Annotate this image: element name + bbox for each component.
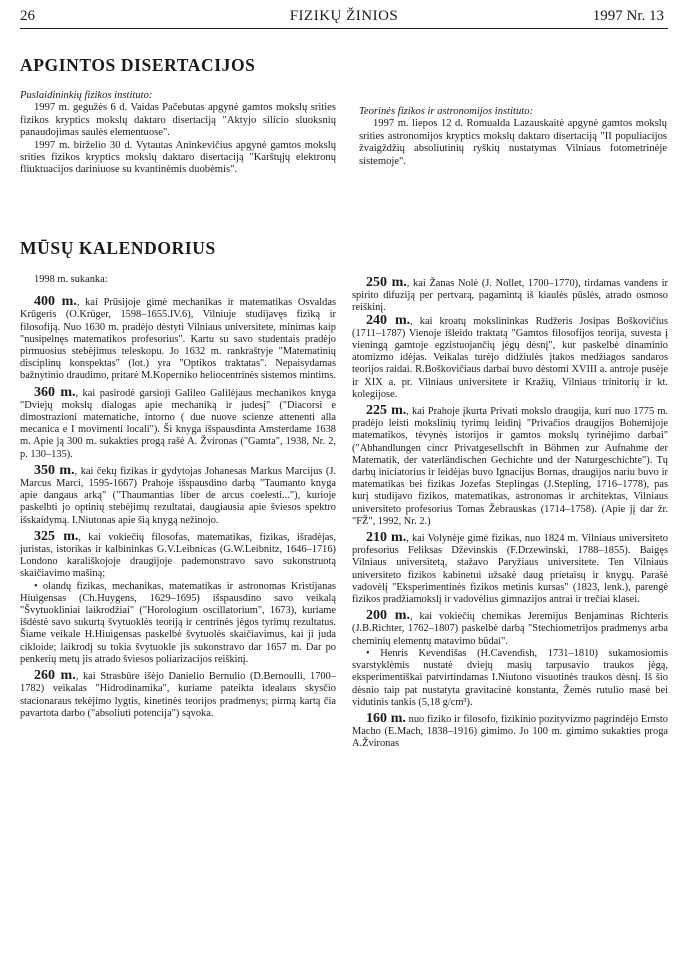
dissertation-entry: 1997 m. gegužės 6 d. Vaidas Pačebutas apgynė gamtos mokslų srities fizikos kryptics mokslų daktaro disertaciją "Aktyjo silicio sluoksnių panaudojimas saulės elementuose". [20, 102, 336, 139]
calendar-entry: 350 m., kai čekų fizikas ir gydytojas Johanesas Markus Marcijus (J. Marcus Marci, 1595-1667) Prahoje išspausdino darbą "Taumanto knyga apie dangaus arką" ("Thaumantias liber de arcus coelesti..."), kurioje paskelbti jo optinių stebėjimų rezultatai, daugiausia apie šviesos spektro išskaidymą. I.Niutonas apie šią knygą nežinojo. [20, 462, 336, 526]
calendar-entry: 360 m., kai pasirodė garsioji Galileo Galilėjaus mechanikos knyga "Dviejų mokslų dialogas apie mechaniką ir judesį" ("Diacorsi e dimostrazioni matematiche, intorno ( due nuove scienze attenenti alla mecanica e I movimenti locali"). Ši knyga išspausdinta Amsterdame 1638 m. Apie ją 300 m. sukakties progą rašė A. Žvironas ("Gamta", 1938, Nr. 2, p. 130–135). [20, 384, 336, 460]
calendar-left-column [20, 274, 336, 720]
calendar-entry: 225 m., kai Prahoje įkurta Privati mokslo draugija, kuri nuo 1775 m. pradėjo leisti mokslinių tyrimų leidinį "Privačios draugijos Bohemijoje matematikos, tėvynės istorijos ir gamtos mokslų tyrinėjimo darbai" ("Abhandlungen cincr Privatgesellschft in Böhmen zur Aufnahme der Matematik, der vaterländischen Gechichte und der Naturgeschichte"). Tų darbų iniciatorius ir leidėjas buvo Ignacijus Bornas, draugijos nariu buvo ir matematikas bei fizikas Jozefas Steplingas (J.Stepling, 1716–1778), pas kurį studijavo fizikos, matematikas, astronomas ir architektas, Vilniaus universiteto profesorius Tomas Žebrauskas (1714–1758). (Apie jį dar žr. "FŽ", 1992, Nr. 2.) [352, 403, 668, 527]
dissertations-left-column [20, 90, 336, 177]
calendar-entry: 260 m., kai Strasbūre išėjo Danielio Bernulio (D.Bernoulli, 1700–1782) veikalas "Hidrodinamika", kuriame pateikta idealaus skysčio stacionaraus tekėjimo lygtis, kinetinės teorijos pradmenys; pirmą kartą čia pavartota darbo ("absoliuti potencija") sąvoka. [20, 668, 336, 719]
calendar-intro: 1998 m. sukanka: [34, 274, 108, 285]
section-title-calendar: MŪSŲ KALENDORIUS [20, 238, 216, 258]
calendar-entry: 250 m., kai Žanas Nolė (J. Nollet, 1700–1770), tirdamas vandens ir spirito difuziją per pertvarą, pagamintą iš kiaulės pūslės, atrado osmoso reiškinį. [352, 275, 668, 314]
issue-number: 1997 Nr. 13 [592, 8, 664, 24]
section-title-dissertations: APGINTOS DISERTACIJOS [20, 55, 256, 75]
journal-title: FIZIKŲ ŽINIOS [289, 8, 399, 24]
dissertation-entry: 1997 m. liepos 12 d. Romualda Lazauskaitė apgynė gamtos mokslų srities astronomijos kryptics mokslų daktaro disertaciją "II populiacijos žvaigždžių absoliutinių ryškių nustatymas Vilniaus fotometrinėje sistemoje". [359, 118, 667, 167]
institute-label: Puslaidininkių fizikos instituto: [20, 90, 153, 101]
institute-label: Teorinės fizikos ir astronomijos instituto: [359, 106, 534, 117]
dissertations-right-column [359, 106, 667, 168]
dissertation-entry: 1997 m. birželio 30 d. Vytautas Aninkevičius apgynė gamtos mokslų srities fizikos kryptics mokslų daktaro disertaciją "Karštųjų elektronų fliuktuacijos dariniuose su kvantinėmis duobėmis". [20, 139, 336, 176]
calendar-entry: 200 m., kai vokiečių chemikas Jeremijus Benjaminas Richteris (J.B.Richter, 1762–1807) paskelbė darbą "Stechiometrijos pradmenys arba cheminių elementų matavimo būdai". [352, 608, 668, 647]
calendar-entry: 160 m. nuo fiziko ir filosofo, fizikinio pozityvizmo pagrindėjo Ernsto Macho (E.Mach, 1838–1916) gimimo. Jo 100 m. gimimo sukakties proga A.Žvironas [352, 710, 668, 750]
calendar-entry: 325 m., kai vokiečių filosofas, matematikas, fizikas, išradėjas, juristas, istorikas ir kalbininkas G.V.Leibnicas (G.W.Leibnitz, 1646–1716) Londono karališkojoje draugijoje pademonstravo savo sukonstruotą skaičiavimo mašiną; [20, 528, 336, 580]
calendar-right-column [352, 277, 668, 751]
calendar-entry: 240 m., kai kroatų mokslininkas Rudžeris Josipas Boškovičius (1711–1787) Vienoje išleido traktatą "Gamtos filosofijos teorija, suvesta į vieningą gamtoje egzistuojančių jėgų dėsnį", kur paskelbė dinaminio atomizmo idėjas. Veikalas turėjo didžiulės įtakos medžiagos sandaros teorijos raidai. R.Boškovičiaus darbai buvo dėstomi XVIII a. antroje pusėje ir XIX a. pr. Vilniaus universitete ir Kražių, Vilniaus trinitorių ir kt. kolegijose. [352, 312, 668, 400]
page-number: 26 [20, 8, 35, 24]
calendar-entry: • Henris Kevendišas (H.Cavendish, 1731–1810) sukamosiomis svarstyklėmis nustatė dviejų masių tarpusavio traukos jėgą, eksperimentiškai patvirtindamas I.Niutono visuotinės traukos dėsnį. Iš šio dėsnio taip pat nustatyta gravitacinė konstanta, Žemės rutulio masė bei vidutinis tankis (5,18 g/cm³). [352, 647, 668, 708]
calendar-entry: 210 m., kai Volynėje gimė fizikas, nuo 1824 m. Vilniaus universiteto profesorius Feliksas Dževinskis (F.Drzewinski, 1788–1855). Baigęs Vilniaus universitetą, stažavo Paryžiaus universitete. Ten Vilniaus universiteto fizikos kabinetui užsakė daug prietaisų ir knygų. Parašė vadovėlį "Eksperimentinės fizikos metinis kursas" (1823, lenk.), parengė fizikos pradžiamokslį ir vadovėlius gimnazijos antrai ir trečiai klasei. [352, 530, 668, 606]
running-header [20, 6, 668, 29]
calendar-entry: • olandų fizikas, mechanikas, matematikas ir astronomas Kristijanas Hiuigensas (Ch.Huygens, 1629–1695) išspausdino savo veikalą "Švytuokliniai laikrodžiai" ("Horologium oscillatorium", 1673), kuriame išdėstė savo sukurtą švytuoklės teoriją ir centrinės jėgos tyrimų rezultatus. Šiame veikale H.Hiuigensas paskelbė švytuolės skaičiavimus, kai ji juda cikloide; laikrodį su tokia švytuokle jis sukonstravo dar 1657 m. Dar po penkerių metų jis atrado šviesos poliarizacijos reiškinį. [20, 580, 336, 665]
calendar-entry: 400 m., kai Prūsijoje gimė mechanikas ir matematikas Osvaldas Krūgeris (O.Krüger, 1598–1655.IV.6), Vilniuje studijavęs fiziką ir filosofiją. Nuo 1630 m. pradėjo dėstyti Vilniaus universitete, minimas kaip "nusipelnęs matematikos profesorius". Kartu su savo studentais pradėjo pirmuosius stebėjimus teleskopu. Jo 1632 m. rankraštyje "Matematinių disciplinų konspektas" (lot.) yra "Optikos traktatas". Nepaisydamas bažnytinio draudimo, pritarė M.Koperniko heliocentrinės sistemos mintims. [20, 294, 336, 382]
